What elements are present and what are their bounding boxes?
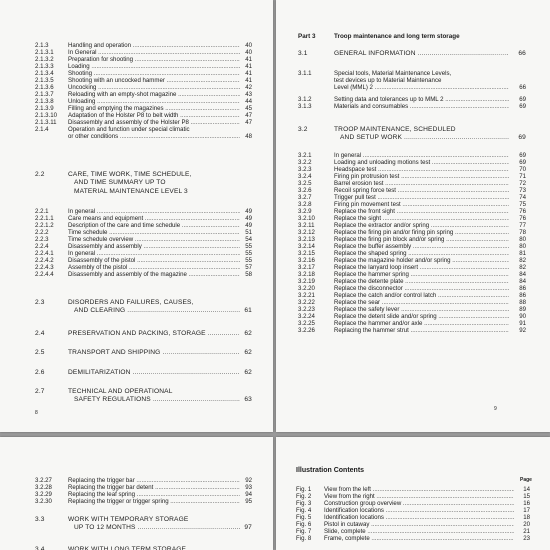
entry-number: 3.2.28 bbox=[35, 484, 52, 491]
entry-page: 75 bbox=[519, 201, 526, 208]
entry-page: 20 bbox=[523, 521, 530, 528]
entry-title: Replace the sear ..... bbox=[334, 299, 509, 306]
entry-title: DISORDERS AND FAILURES, CAUSES, bbox=[68, 299, 194, 306]
entry-page: 66 bbox=[519, 84, 526, 91]
entry-page: 76 bbox=[519, 208, 526, 215]
entry-page: 89 bbox=[519, 306, 526, 313]
entry-number: 3.1.3 bbox=[298, 103, 312, 110]
entry-title: Frame, complete ..... bbox=[324, 535, 514, 542]
entry-number: 3.2.3 bbox=[298, 166, 312, 173]
entry-title: Replace the safety lever ..... bbox=[334, 306, 509, 313]
entry-page: 94 bbox=[245, 491, 252, 498]
entry-page: 43 bbox=[245, 91, 252, 98]
entry-page: 40 bbox=[245, 42, 252, 49]
page-number: 9 bbox=[494, 406, 497, 412]
entry-title: In general ..... bbox=[334, 152, 509, 159]
entry-title: WORK WITH LONG TERM STORAGE bbox=[68, 546, 187, 550]
entry-number: 2.1.3.7 bbox=[35, 91, 54, 98]
entry-number: 2.1.3.11 bbox=[35, 119, 57, 126]
entry-page: 82 bbox=[519, 257, 526, 264]
entry-number: 2.2.2 bbox=[35, 229, 49, 236]
entry-number: 3.2.24 bbox=[298, 313, 315, 320]
entry-title: or other conditions ..... bbox=[68, 133, 240, 140]
entry-page: 69 bbox=[519, 152, 526, 159]
entry-title: TECHNICAL AND OPERATIONAL bbox=[68, 388, 173, 395]
entry-page: 40 bbox=[245, 49, 252, 56]
page-8 bbox=[0, 0, 273, 432]
entry-number: 2.1.3.2 bbox=[35, 56, 54, 63]
entry-title: Time schedule ..... bbox=[68, 229, 240, 236]
entry-number: 3.2.18 bbox=[298, 271, 315, 278]
entry-page: 80 bbox=[519, 236, 526, 243]
entry-page: 77 bbox=[519, 222, 526, 229]
entry-number: 2.1.3.4 bbox=[35, 70, 54, 77]
entry-number: Fig. 3 bbox=[296, 500, 312, 507]
entry-number: Fig. 6 bbox=[296, 521, 312, 528]
entry-title: Slide, complete ..... bbox=[324, 528, 514, 535]
entry-title: Firing pin protrusion test ..... bbox=[334, 173, 509, 180]
entry-number: 2.1.3.3 bbox=[35, 63, 54, 70]
section-title: Illustration Contents bbox=[296, 467, 365, 474]
entry-page: 95 bbox=[245, 498, 252, 505]
entry-page: 57 bbox=[245, 264, 252, 271]
entry-page: 41 bbox=[245, 56, 252, 63]
entry-number: 3.2.21 bbox=[298, 292, 315, 299]
entry-title: WORK WITH TEMPORARY STORAGE bbox=[68, 516, 189, 523]
entry-number: 3.2.13 bbox=[298, 236, 315, 243]
entry-page: 16 bbox=[523, 500, 530, 507]
entry-page: 84 bbox=[519, 278, 526, 285]
entry-title: Reloading with an empty-shot magazine ..... bbox=[68, 91, 240, 98]
entry-title: Replace the shaped spring ..... bbox=[334, 250, 509, 257]
entry-title: Handling and operation ..... bbox=[68, 42, 240, 49]
entry-page: 72 bbox=[519, 180, 526, 187]
entry-number: 3.1.1 bbox=[298, 70, 312, 77]
entry-page: 55 bbox=[245, 250, 252, 257]
entry-number: 3.2.29 bbox=[35, 491, 52, 498]
entry-title: Replace the hammer spring ..... bbox=[334, 271, 509, 278]
entry-number: 2.2.4 bbox=[35, 243, 49, 250]
entry-page: 80 bbox=[519, 243, 526, 250]
entry-title: In general ..... bbox=[68, 208, 240, 215]
entry-title: Replace the firing pin and/or firing pin spring ..... bbox=[334, 229, 509, 236]
entry-page: 88 bbox=[519, 299, 526, 306]
entry-title: Materials and consumables ..... bbox=[334, 103, 509, 110]
entry-page: 63 bbox=[244, 396, 252, 404]
entry-title: In general ..... bbox=[68, 250, 240, 257]
entry-page: 78 bbox=[519, 229, 526, 236]
entry-number: 2.6 bbox=[35, 369, 45, 376]
entry-number: 3.2.23 bbox=[298, 306, 315, 313]
entry-number: Fig. 2 bbox=[296, 493, 312, 500]
entry-title: Replace the catch and/or control latch ..... bbox=[334, 292, 509, 299]
entry-number: 2.1.4 bbox=[35, 126, 49, 133]
entry-title: Replace the detent slide and/or spring ..... bbox=[334, 313, 509, 320]
entry-title: Disassembly and assembly ..... bbox=[68, 243, 240, 250]
entry-title: Operation and function under special climatic bbox=[68, 126, 190, 133]
entry-title: Description of the care and time schedule ..... bbox=[68, 222, 240, 229]
entry-page: 86 bbox=[519, 285, 526, 292]
entry-page: 69 bbox=[519, 96, 526, 103]
entry-title: AND SETUP WORK ..... bbox=[334, 134, 509, 142]
entry-page: 17 bbox=[523, 507, 530, 514]
part-label: Part 3 bbox=[298, 33, 316, 40]
entry-title: Firing pin movement test ..... bbox=[334, 201, 509, 208]
entry-number: 2.2.1.1 bbox=[35, 215, 54, 222]
entry-page: 81 bbox=[519, 250, 526, 257]
entry-page: 41 bbox=[245, 70, 252, 77]
entry-title: Level (MML) 2 ..... bbox=[334, 84, 509, 91]
entry-title: Preparation for shooting ..... bbox=[68, 56, 240, 63]
entry-page: 58 bbox=[245, 271, 252, 278]
entry-page: 14 bbox=[523, 486, 530, 493]
entry-number: 2.1.3.1 bbox=[35, 49, 54, 56]
entry-page: 69 bbox=[519, 103, 526, 110]
entry-number: 2.1.3.9 bbox=[35, 105, 54, 112]
entry-page: 42 bbox=[245, 84, 252, 91]
entry-number: 3.2.5 bbox=[298, 180, 312, 187]
entry-title: Replace the sight ..... bbox=[334, 215, 509, 222]
entry-title: DEMILITARIZATION ..... bbox=[68, 369, 240, 377]
entry-page: 66 bbox=[518, 50, 526, 57]
entry-number: 3.2.27 bbox=[35, 477, 52, 484]
entry-title: AND CLEARING ..... bbox=[68, 307, 240, 315]
entry-number: 3.2.20 bbox=[298, 285, 315, 292]
entry-title: Setting data and tolerances up to MML 2 ..... bbox=[334, 96, 509, 103]
entry-title: Recoil spring force test ..... bbox=[334, 187, 509, 194]
entry-page: 23 bbox=[523, 535, 530, 542]
entry-number: 3.2.10 bbox=[298, 215, 315, 222]
entry-page: 91 bbox=[519, 320, 526, 327]
entry-number: 2.5 bbox=[35, 349, 45, 356]
entry-title: SAFETY REGULATIONS ..... bbox=[68, 396, 240, 404]
entry-title: test devices up to Material Maintenance bbox=[334, 77, 442, 84]
entry-page: 41 bbox=[245, 77, 252, 84]
entry-number: 3.2.15 bbox=[298, 250, 315, 257]
entry-page: 49 bbox=[245, 215, 252, 222]
entry-page: 82 bbox=[519, 264, 526, 271]
entry-title: Unloading ..... bbox=[68, 98, 240, 105]
entry-title: MATERIAL MAINTENANCE LEVEL 3 bbox=[74, 187, 188, 195]
entry-number: 3.2.25 bbox=[298, 320, 315, 327]
entry-page: 21 bbox=[523, 528, 530, 535]
entry-number: 2.1.3 bbox=[35, 42, 49, 49]
entry-number: 3.2.30 bbox=[35, 498, 52, 505]
entry-number: Fig. 8 bbox=[296, 535, 312, 542]
entry-page: 73 bbox=[519, 187, 526, 194]
entry-title: Replace the firing pin block and/or spring ..... bbox=[334, 236, 509, 243]
entry-title: Replacing the trigger bar detent ..... bbox=[68, 484, 240, 491]
entry-number: 2.2 bbox=[35, 171, 45, 178]
entry-title: Filling and emptying the magazines ..... bbox=[68, 105, 240, 112]
entry-page: 49 bbox=[245, 208, 252, 215]
entry-title: Replacing the hammer strut ..... bbox=[334, 327, 509, 334]
entry-title: Replacing the trigger bar ..... bbox=[68, 477, 240, 484]
page-11 bbox=[276, 437, 550, 550]
page-number: 8 bbox=[35, 410, 38, 416]
entry-page: 69 bbox=[518, 134, 526, 142]
entry-page: 74 bbox=[519, 194, 526, 201]
entry-page: 47 bbox=[245, 119, 252, 126]
entry-title: Replace the front sight ..... bbox=[334, 208, 509, 215]
entry-number: 3.1 bbox=[298, 50, 308, 57]
entry-title: Replace the buffer assembly ..... bbox=[334, 243, 509, 250]
entry-title: AND TIME SUMMARY UP TO bbox=[74, 179, 166, 187]
entry-title: CARE, TIME WORK, TIME SCHEDULE, bbox=[68, 171, 192, 178]
entry-title: Identification locations ..... bbox=[324, 507, 514, 514]
entry-title: Disassembly and assembly of the Holster P8 ..... bbox=[68, 119, 240, 126]
entry-number: Fig. 7 bbox=[296, 528, 312, 535]
entry-title: Assembly of the pistol ..... bbox=[68, 264, 240, 271]
entry-page: 86 bbox=[519, 292, 526, 299]
entry-page: 76 bbox=[519, 215, 526, 222]
entry-title: Replace the lanyard loop insert ..... bbox=[334, 264, 509, 271]
entry-title: GENERAL INFORMATION ..... bbox=[334, 50, 509, 58]
entry-number: 3.1.2 bbox=[298, 96, 312, 103]
entry-page: 97 bbox=[244, 524, 252, 532]
entry-number: 2.2.1.2 bbox=[35, 222, 54, 229]
entry-page: 18 bbox=[523, 514, 530, 521]
entry-page: 69 bbox=[519, 159, 526, 166]
entry-number: Fig. 4 bbox=[296, 507, 312, 514]
entry-title: Replace the magazine holder and/or spring ..... bbox=[334, 257, 509, 264]
entry-title: Disassembly of the pistol ..... bbox=[68, 257, 240, 264]
entry-page: 62 bbox=[244, 330, 252, 337]
entry-page: 70 bbox=[519, 166, 526, 173]
entry-number: 3.2.17 bbox=[298, 264, 315, 271]
entry-page: 44 bbox=[245, 98, 252, 105]
entry-number: 3.2 bbox=[298, 126, 308, 133]
entry-number: Fig. 1 bbox=[296, 486, 312, 493]
entry-title: In General ..... bbox=[68, 49, 240, 56]
entry-page: 15 bbox=[523, 493, 530, 500]
entry-page: 61 bbox=[244, 307, 252, 315]
entry-number: 3.2.6 bbox=[298, 187, 312, 194]
entry-number: 2.2.4.4 bbox=[35, 271, 54, 278]
page-10 bbox=[0, 437, 273, 550]
entry-page: 71 bbox=[519, 173, 526, 180]
entry-number: 3.2.11 bbox=[298, 222, 315, 229]
entry-number: 3.2.2 bbox=[298, 159, 312, 166]
entry-page: 41 bbox=[245, 63, 252, 70]
entry-title: PRESERVATION AND PACKING, STORAGE ..... bbox=[68, 330, 240, 338]
entry-title: Replace the detente plate ..... bbox=[334, 278, 509, 285]
entry-number: Fig. 5 bbox=[296, 514, 312, 521]
entry-number: 3.2.9 bbox=[298, 208, 312, 215]
entry-title: TRANSPORT AND SHIPPING ..... bbox=[68, 349, 240, 357]
entry-number: 2.1.3.10 bbox=[35, 112, 58, 119]
entry-title: Replacing the trigger or trigger spring ..... bbox=[68, 498, 240, 505]
entry-number: 3.2.1 bbox=[298, 152, 312, 159]
entry-title: View from the right ..... bbox=[324, 493, 514, 500]
entry-title: Adaptation of the Holster P8 to belt width ..... bbox=[68, 112, 240, 119]
entry-number: 2.2.4.1 bbox=[35, 250, 54, 257]
entry-number: 3.2.12 bbox=[298, 229, 315, 236]
entry-title: Disassembly and assembly of the magazine ..... bbox=[68, 271, 240, 278]
entry-number: 2.7 bbox=[35, 388, 45, 395]
entry-page: 55 bbox=[245, 243, 252, 250]
entry-number: 2.2.3 bbox=[35, 236, 49, 243]
entry-number: 2.2.4.2 bbox=[35, 257, 54, 264]
entry-page: 92 bbox=[245, 477, 252, 484]
entry-title: Replacing the leaf spring ..... bbox=[68, 491, 240, 498]
entry-number: 3.2.14 bbox=[298, 243, 315, 250]
entry-number: 2.3 bbox=[35, 299, 45, 306]
entry-title: Care means and equipment ..... bbox=[68, 215, 240, 222]
entry-number: 2.2.1 bbox=[35, 208, 49, 215]
entry-title: Trigger pull test ..... bbox=[334, 194, 509, 201]
entry-page: 45 bbox=[245, 105, 252, 112]
entry-page: 51 bbox=[245, 229, 252, 236]
entry-number: 2.1.3.8 bbox=[35, 98, 54, 105]
entry-title: Identification locations ..... bbox=[324, 514, 514, 521]
entry-title: Special tools, Material Maintenance Levels, bbox=[334, 70, 452, 77]
page-column-heading: Page bbox=[520, 477, 532, 483]
entry-title: Time schedule overview ..... bbox=[68, 236, 240, 243]
entry-title: Construction group overview ..... bbox=[324, 500, 514, 507]
entry-title: Headspace test ..... bbox=[334, 166, 509, 173]
entry-number: 3.2.7 bbox=[298, 194, 312, 201]
entry-number: 3.2.26 bbox=[298, 327, 315, 334]
entry-number: 3.2.4 bbox=[298, 173, 312, 180]
entry-title: Shooting with an uncocked hammer ..... bbox=[68, 77, 240, 84]
entry-page: 62 bbox=[244, 349, 252, 356]
entry-title: TROOP MAINTENANCE, SCHEDULED bbox=[334, 126, 456, 133]
entry-title: Replace the extractor and/or spring ..... bbox=[334, 222, 509, 229]
entry-number: 3.2.19 bbox=[298, 278, 315, 285]
entry-page: 62 bbox=[244, 369, 252, 376]
entry-page: 84 bbox=[519, 271, 526, 278]
entry-page: 90 bbox=[519, 313, 526, 320]
entry-title: Replace the disconnector ..... bbox=[334, 285, 509, 292]
page-9 bbox=[276, 0, 550, 432]
entry-title: UP TO 12 MONTHS ..... bbox=[68, 524, 240, 532]
entry-number: 3.2.22 bbox=[298, 299, 315, 306]
entry-number: 2.1.3.6 bbox=[35, 84, 54, 91]
entry-page: 49 bbox=[245, 222, 252, 229]
entry-title: Replace the hammer and/or axle ..... bbox=[334, 320, 509, 327]
entry-number: 2.1.3.5 bbox=[35, 77, 54, 84]
entry-page: 48 bbox=[245, 133, 252, 140]
entry-number: 3.2.16 bbox=[298, 257, 315, 264]
entry-title: Barrel erosion test ..... bbox=[334, 180, 509, 187]
entry-title: Uncocking ..... bbox=[68, 84, 240, 91]
entry-number: 2.4 bbox=[35, 330, 45, 337]
entry-page: 92 bbox=[519, 327, 526, 334]
entry-page: 55 bbox=[245, 257, 252, 264]
entry-title: Pistol in cutaway ..... bbox=[324, 521, 514, 528]
entry-page: 47 bbox=[245, 112, 252, 119]
entry-page: 93 bbox=[245, 484, 252, 491]
entry-number: 3.4 bbox=[35, 546, 45, 550]
entry-title: Loading and unloading motions test ..... bbox=[334, 159, 509, 166]
entry-number: 3.2.8 bbox=[298, 201, 312, 208]
entry-title: Shooting ..... bbox=[68, 70, 240, 77]
entry-number: 3.3 bbox=[35, 516, 45, 523]
entry-title: Loading ..... bbox=[68, 63, 240, 70]
part-title: Troop maintenance and long term storage bbox=[334, 33, 460, 40]
entry-number: 2.2.4.3 bbox=[35, 264, 54, 271]
entry-page: 54 bbox=[245, 236, 252, 243]
entry-title: View from the left ..... bbox=[324, 486, 514, 493]
